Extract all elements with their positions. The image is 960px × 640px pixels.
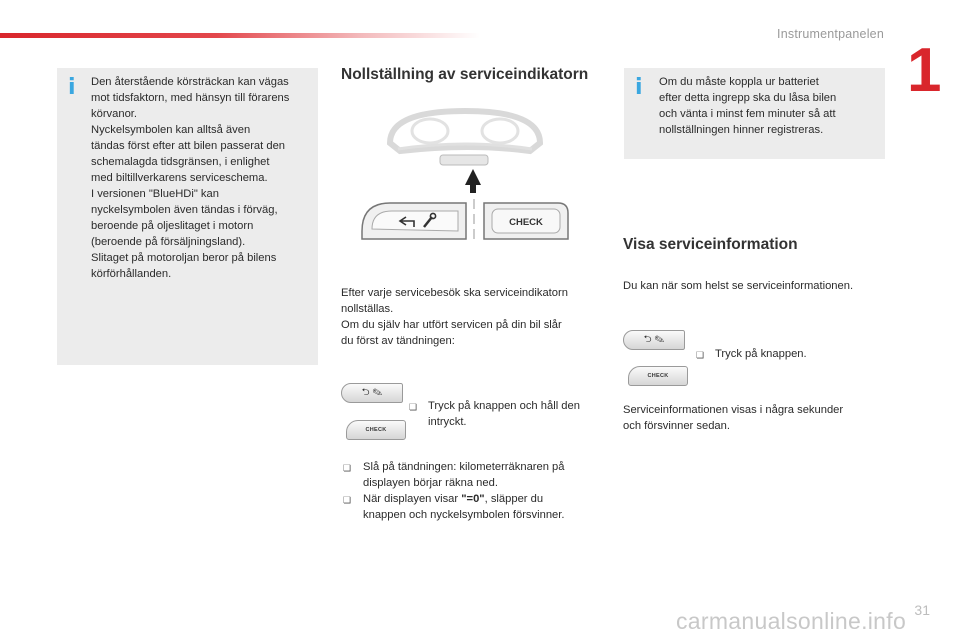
check-label-large: CHECK: [509, 217, 543, 228]
check-label: CHECK: [365, 427, 387, 433]
wrench-reset-icon: ⮌ ✎: [361, 386, 383, 398]
bullet-icon: ❏: [343, 495, 352, 505]
info-text-left: Den återstående körsträckan kan vägas mot tidsfaktorn, med hänsyn till förarens körvanor. Nyckelsymbolen kan alltså även tändas först efter att bilen passerat den schemalagda tidsgränsen, i enlighet med biltillverkarens serviceschema. I versionen "BlueHDi" kan nyckelsymbolen även tändas i förväg, beroende på oljeslitaget i motorn (beroende på försäljningsland). Slitaget på motoroljan beror på bilens körförhållanden.: [91, 76, 290, 280]
bullet-icon: ❏: [343, 463, 352, 473]
intro-view: Du kan när som helst se serviceinformationen.: [623, 280, 854, 292]
step-ignition-on: Slå på tändningen: kilometerräknaren på displayen börjar räkna ned.: [363, 461, 565, 489]
instrument-panel-illustration: [350, 103, 580, 248]
bullet-icon: ❏: [696, 350, 705, 360]
info-box-left: [57, 68, 318, 365]
outro-view: Serviceinformationen visas i några sekunder och försvinner sedan.: [623, 404, 844, 432]
check-button-illustration: [346, 420, 406, 440]
heading-view-service: Visa serviceinformation: [623, 236, 798, 253]
check-button-illustration: [628, 366, 688, 386]
step-press: Tryck på knappen.: [715, 348, 807, 360]
reset-button-illustration: [341, 383, 403, 403]
check-label: CHECK: [647, 373, 669, 379]
chapter-number: 1: [907, 36, 942, 105]
info-box-right: [624, 68, 885, 159]
step-press-hold: Tryck på knappen och håll den intryckt.: [428, 400, 580, 428]
arrow-up-icon: [465, 169, 481, 193]
section-title: Instrumentpanelen: [777, 27, 884, 41]
header-accent-bar: [0, 33, 480, 38]
info-icon: i: [635, 75, 643, 100]
step-release: När displayen visar "=0", släpper du knappen och nyckelsymbolen försvinner.: [363, 493, 565, 521]
bullet-icon: ❏: [409, 402, 418, 412]
page-number: 31: [914, 602, 930, 618]
wrench-reset-icon: ⮌ ✎: [643, 333, 665, 345]
reset-button-illustration: [623, 330, 685, 350]
watermark: carmanualsonline.info: [676, 608, 907, 634]
intro-reset: Efter varje servicebesök ska serviceindikatorn nollställas. Om du själv har utfört servicen på din bil slår du först av tändningen:: [341, 287, 568, 347]
info-text-right: Om du måste koppla ur batteriet efter detta ingrepp ska du låsa bilen och vänta i minst fem minuter så att nollställningen hinner registreras.: [659, 76, 837, 136]
heading-reset-service: Nollställning av serviceindikatorn: [341, 66, 589, 83]
info-icon: i: [68, 75, 76, 100]
